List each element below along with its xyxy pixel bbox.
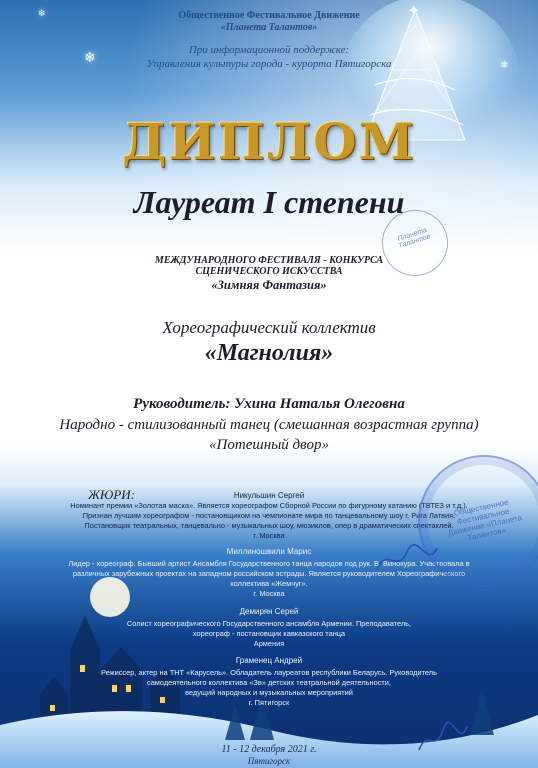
signature-icon bbox=[372, 540, 442, 580]
snowflake-icon: ❄ bbox=[84, 51, 96, 66]
festival-line-2: СЦЕНИЧЕСКОГО ИСКУССТВА bbox=[195, 266, 343, 277]
festival-name: «Зимняя Фантазия» bbox=[211, 278, 327, 292]
diploma-title: ДИПЛОМ bbox=[121, 112, 417, 171]
leader-name: Руководитель: Ухина Наталья Олеговна bbox=[133, 396, 405, 412]
nomination: Народно - стилизованный танец (смешанная возрастная группа) bbox=[59, 417, 479, 433]
jury-title: ЖЮРИ: bbox=[88, 487, 135, 502]
jury-description: коллектива «Жемчуг». bbox=[230, 579, 308, 588]
jury-member-name: Никульшин Сергей bbox=[233, 491, 305, 500]
jury-member-name: Демирян Серей bbox=[239, 607, 299, 616]
jury-description: Режиссер, актер на ТНТ «Карусель». Обладатель лауреатов республики Беларусь. Руководитель bbox=[101, 668, 437, 677]
event-date: 11 - 12 декабря 2021 г. bbox=[221, 744, 317, 755]
jury-member-name: Миллиношвили Марис bbox=[226, 547, 312, 556]
performance-title: «Потешный двор» bbox=[209, 437, 329, 453]
jury-description: Лидер - хореограф. Бывший артист Ансамбля Государственного танца народов под рук. В. Винокура. Участвовала в bbox=[68, 559, 470, 568]
jury-city: Армения bbox=[253, 639, 285, 648]
jury-description: Номинант премии «Золотая маска». Является хореографом Сборной России по фигурному катанию (ТВТЕЗ и т.д.). bbox=[70, 501, 468, 510]
jury-description: ведущий народных и музыкальных мероприятий bbox=[185, 688, 353, 697]
organizer-line-1: Общественное Фестивальное Движение bbox=[178, 10, 360, 21]
participant-name: «Магнолия» bbox=[204, 340, 334, 366]
festival-line-1: МЕЖДУНАРОДНОГО ФЕСТИВАЛЯ - КОНКУРСА bbox=[154, 255, 384, 266]
event-city: Пятигорск bbox=[247, 756, 291, 766]
jury-city: г. Москва bbox=[253, 589, 285, 598]
jury-description: различных зарубежных проектах на западном российском эстрады. Является руководителем Хореографического bbox=[72, 569, 466, 578]
svg-text:✦: ✦ bbox=[407, 3, 421, 20]
snowflake-icon: ❄ bbox=[500, 60, 509, 71]
jury-member-name: Граменец Андрей bbox=[235, 656, 303, 665]
snowflake-icon: ❄ bbox=[38, 8, 46, 18]
jury-description: Солист хореографического Государственного ансамбля Армении. Преподаватель, bbox=[126, 619, 412, 628]
support-line-2: Управления культуры города - курорта Пятигорска bbox=[146, 58, 392, 70]
support-line-1: При информационной поддержке: bbox=[188, 44, 350, 56]
small-stamp-text: Планета Талантов bbox=[396, 226, 432, 250]
jury-description: хореограф - постановщик кавказского танца bbox=[192, 629, 346, 638]
jury-description: самодеятельного коллектива «Зв» детских театральной деятельности, bbox=[147, 678, 391, 687]
jury-city: г. Пятигорск bbox=[248, 698, 290, 707]
jury-description: Признан лучшим хореографом - постановщиком на чемпионате мира по танцевальному шоу г. Рига Латвия. bbox=[82, 511, 456, 520]
stamp-text: Общественное Фестивальное Движение «Планета Талантов» bbox=[447, 497, 523, 543]
organizer-line-2: «Планета Талантов» bbox=[220, 22, 318, 33]
jury-description: Постановщик театральных, танцевально - музыкальных шоу, мюзиклов, опер в драматических спектаклей. bbox=[84, 521, 454, 530]
participant-type: Хореографический коллектив bbox=[162, 318, 376, 337]
award-title: Лауреат I степени bbox=[133, 184, 405, 220]
jury-city: г. Москва bbox=[253, 531, 285, 540]
